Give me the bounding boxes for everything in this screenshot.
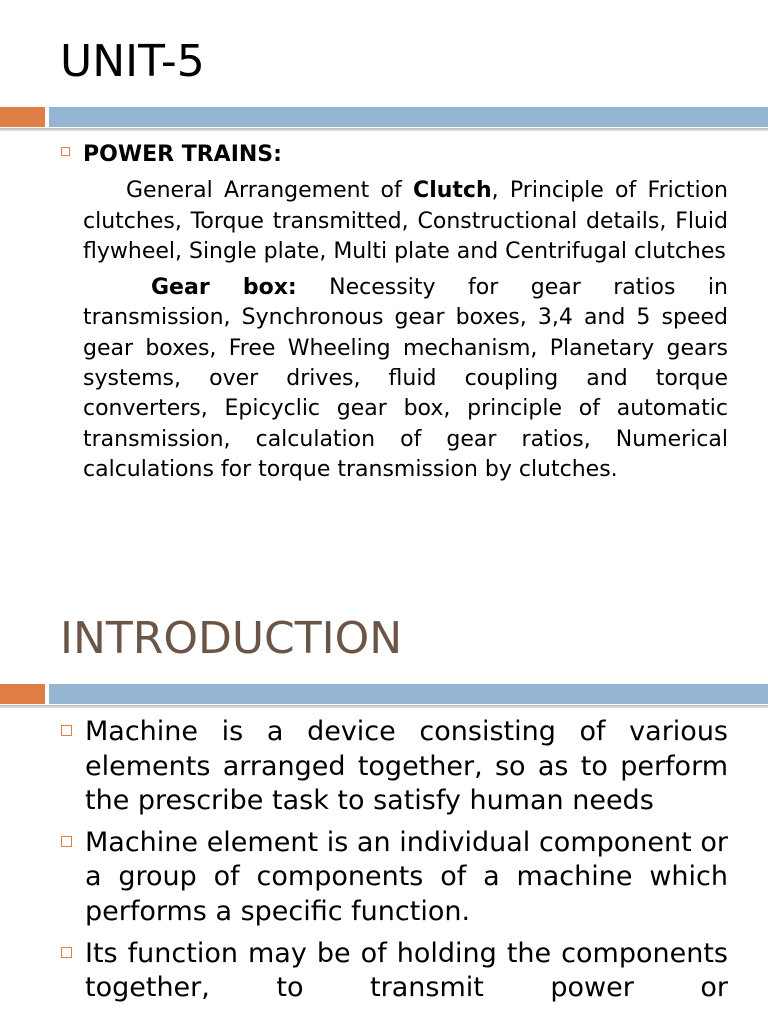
slide-body [60, 715, 728, 1006]
bullet-text: Machine is a device consisting of various elements arranged together, so as to perform the prescribe task to satisfy human needs [85, 716, 728, 817]
divider-rule [0, 128, 768, 131]
square-bullet-icon [61, 836, 72, 847]
gearbox-text-post: Necessity for gear ratios in transmission, Synchronous gear boxes, 3,4 and 5 speed gear boxes, Free Wheeling mechanism, Planetary gears systems, over drives, fluid coupling and torque converters, Epicyclic gear box, principle of automatic transmission, calculation of gear ratios, Numerical calculations for torque transmission by clutches. [83, 275, 728, 482]
clutch-bold: Clutch [413, 178, 492, 204]
bullet-heading: POWER TRAINS: [83, 142, 282, 167]
slide-title: UNIT-5 [60, 36, 205, 87]
clutch-text-pre: General Arrangement of [126, 178, 414, 204]
divider-orange-block [0, 684, 45, 704]
divider-blue-block [49, 684, 768, 704]
divider-rule [0, 705, 768, 708]
gearbox-bold: Gear box: [151, 275, 297, 301]
divider-blue-block [49, 107, 768, 127]
divider-orange-block [0, 107, 45, 127]
slide-introduction [0, 580, 768, 1024]
clutch-paragraph [83, 176, 728, 267]
bullet-item [60, 937, 728, 1006]
title-divider-bar [0, 105, 768, 131]
bullet-text: Machine element is an individual component or a group of components of a machine which performs a specific function. [85, 826, 728, 927]
bullet-text: Its function may be of holding the components together, to transmit power or [85, 937, 728, 1004]
square-bullet-icon [61, 947, 72, 958]
square-bullet-icon [61, 725, 72, 736]
bullet-item [60, 826, 728, 930]
clutch-text-post: , Principle of Friction clutches, Torque transmitted, Constructional details, Fluid flywheel, Single plate, Multi plate and Centrifugal clutches [83, 178, 728, 264]
gearbox-paragraph [83, 273, 728, 485]
bullet-item [60, 715, 728, 819]
square-bullet-icon [61, 147, 70, 156]
bullet-item [60, 140, 728, 485]
slide-body [60, 140, 728, 485]
title-divider-bar [0, 682, 768, 708]
slide-title: INTRODUCTION [60, 613, 403, 664]
